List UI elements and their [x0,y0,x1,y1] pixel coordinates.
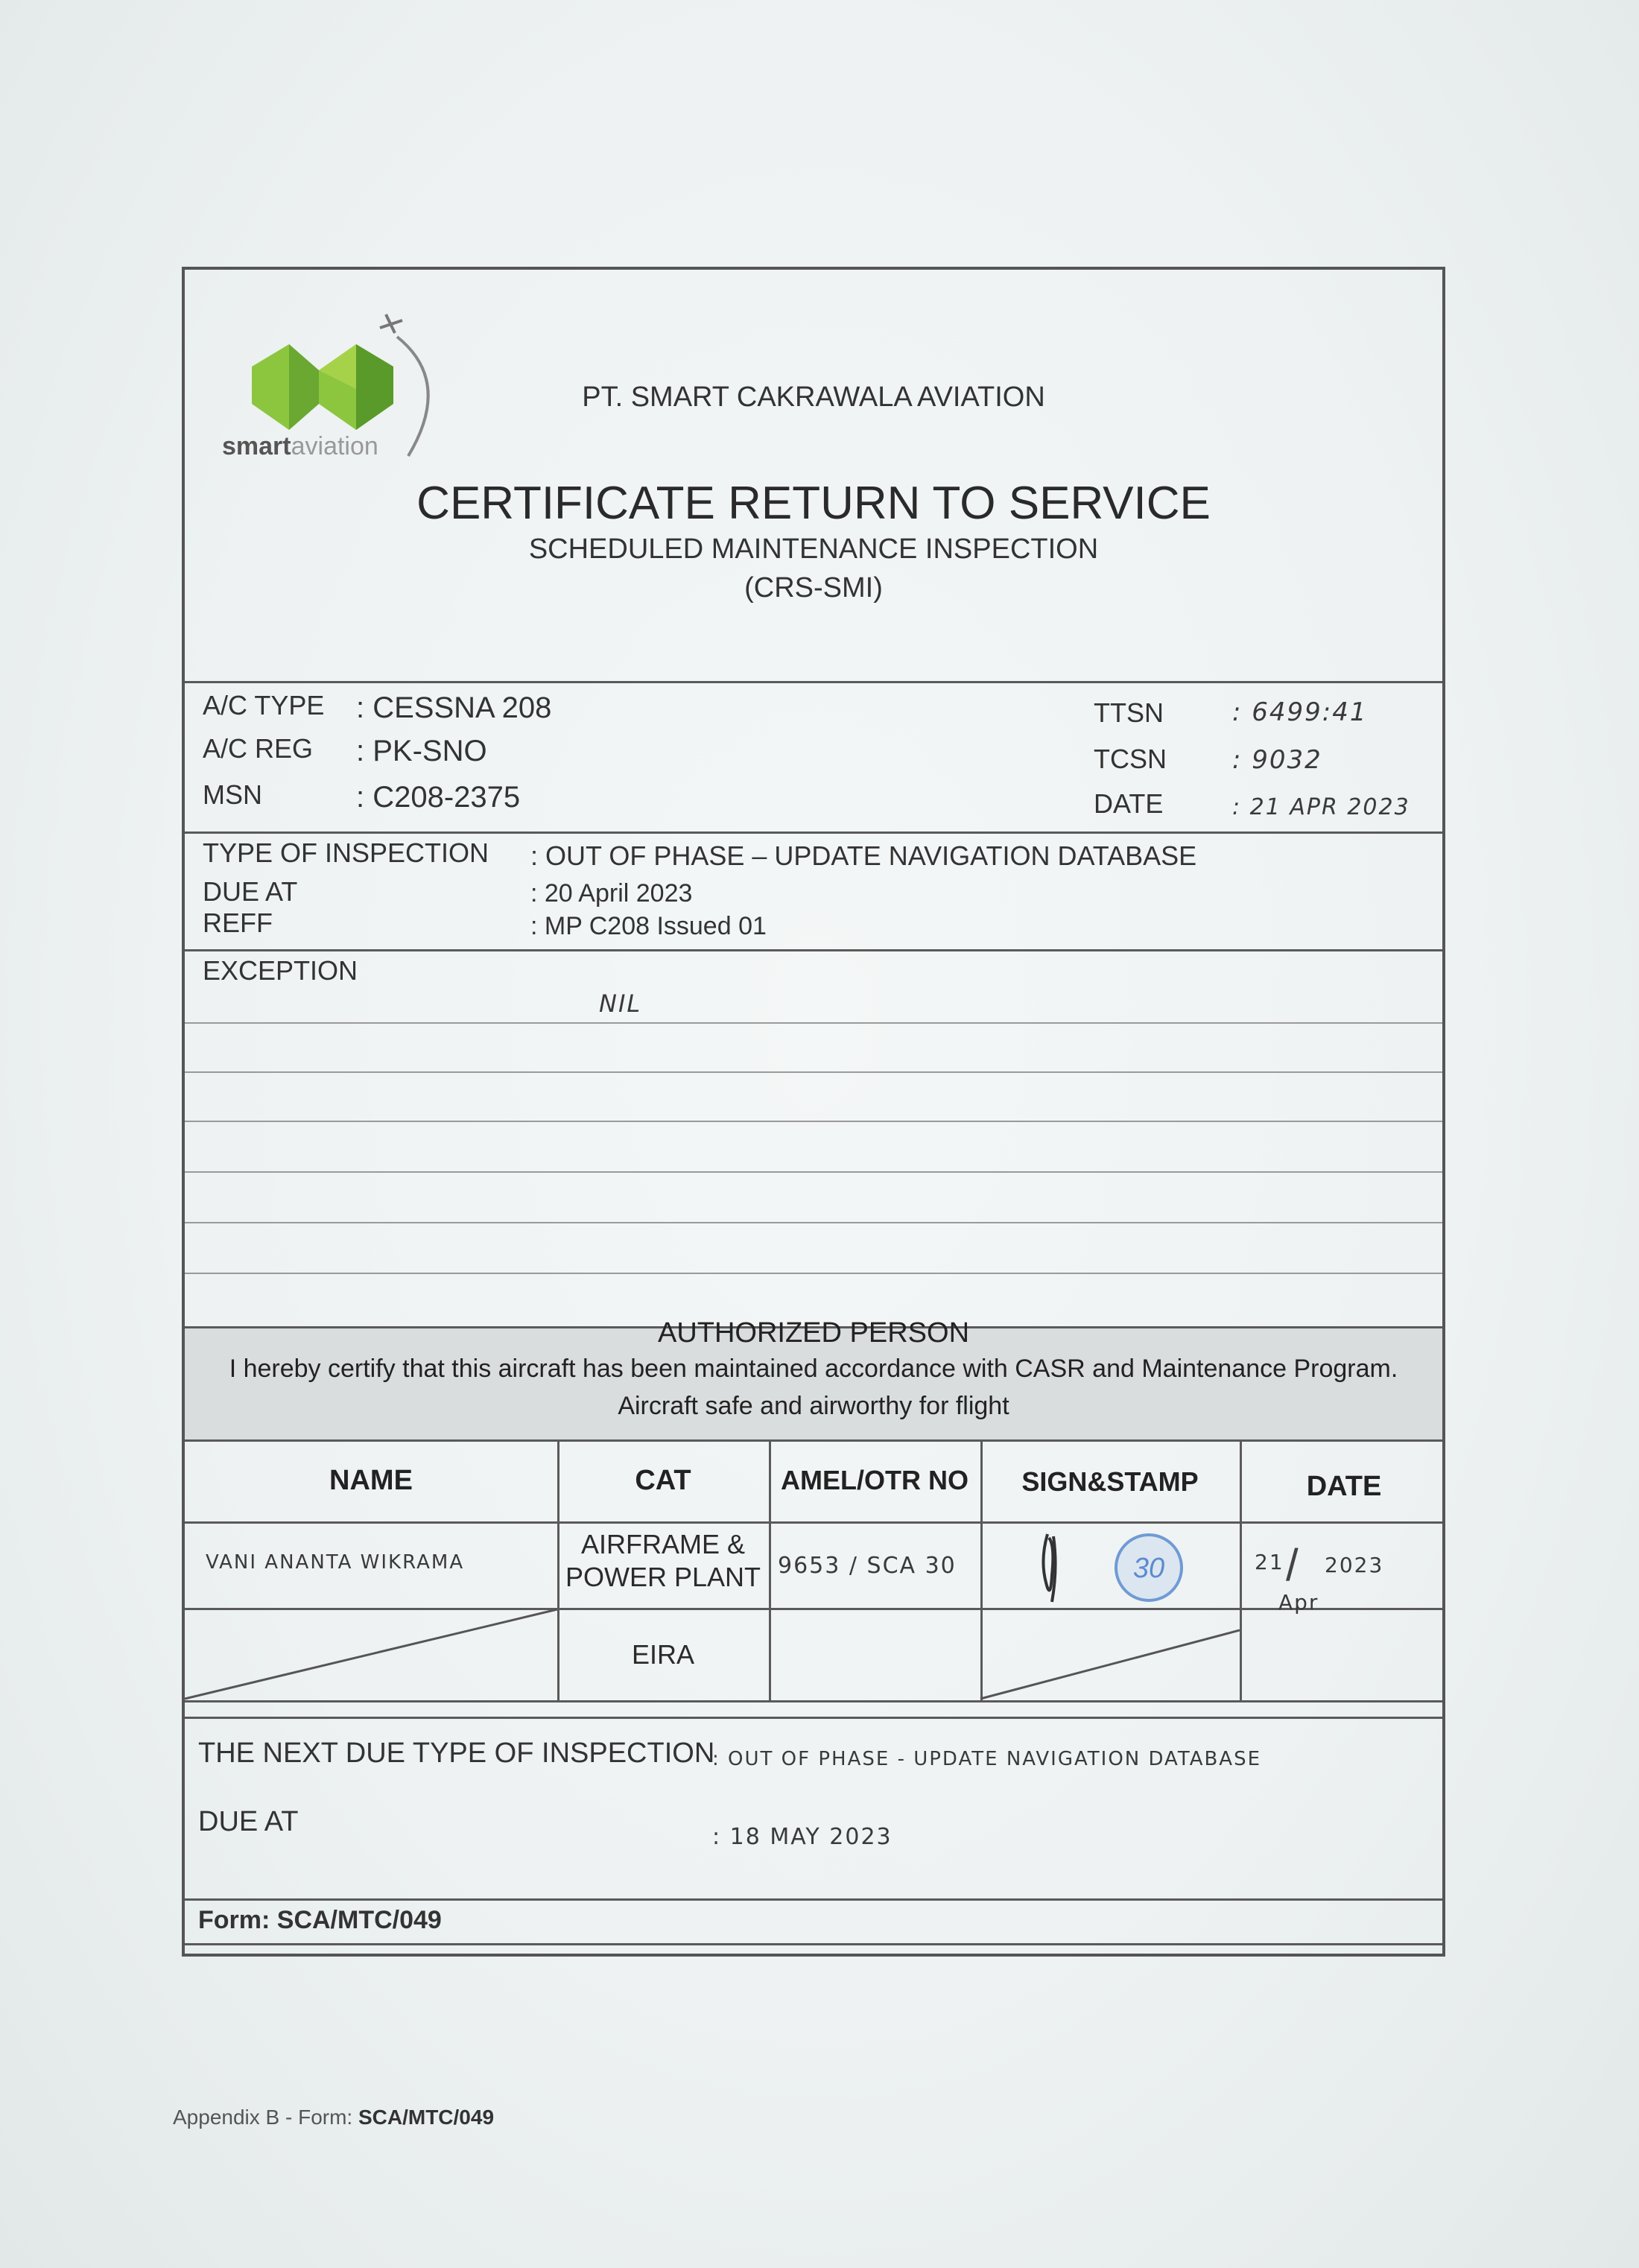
ac-reg-value: : PK-SNO [356,735,487,767]
reff-value: : MP C208 Issued 01 [530,912,767,940]
stamp-number: 30 [1132,1553,1165,1584]
due-at-value: : 20 April 2023 [530,879,693,907]
next-inspection-value: : OUT OF PHASE - UPDATE NAVIGATION DATABASE [712,1748,1262,1770]
exception-value: NIL [599,989,642,1018]
exception-label: EXCEPTION [203,955,358,986]
sign-date-month: Apr [1278,1590,1319,1615]
appendix-note [173,2106,494,2129]
sign-date-year: 2023 [1325,1553,1384,1577]
next-due-value: : 18 MAY 2023 [712,1824,893,1850]
sign-date-day: 21 [1255,1550,1284,1574]
col-header-amel: AMEL/OTR NO [781,1465,968,1495]
authorized-title: AUTHORIZED PERSON [657,1317,970,1349]
col-header-name: NAME [329,1465,413,1496]
next-due-label: DUE AT [198,1806,299,1837]
logo-text-bold: smart [222,432,291,460]
authorized-statement-line2: Aircraft safe and airworthy for flight [618,1392,1009,1420]
certificate-title: CERTIFICATE RETURN TO SERVICE [416,478,1211,529]
ttsn-value: : 6499:41 [1232,697,1368,727]
date-label: DATE [1094,788,1164,819]
amel-number: 9653 / SCA 30 [778,1553,957,1579]
inspector-stamp [1115,1533,1183,1602]
type-of-inspection-value: : OUT OF PHASE – UPDATE NAVIGATION DATABASE [530,840,1197,871]
col-header-cat: CAT [635,1465,691,1496]
cat-airframe-line2: POWER PLANT [565,1562,761,1592]
ac-type-label: A/C TYPE [203,690,325,720]
inspector-name: VANI ANANTA WIKRAMA [206,1551,465,1574]
next-inspection-label: THE NEXT DUE TYPE OF INSPECTION [198,1738,715,1769]
appendix-prefix: Appendix B - Form: [173,2106,358,2129]
ac-reg-label: A/C REG [203,733,314,764]
date-value: : 21 APR 2023 [1232,794,1410,820]
company-name: PT. SMART CAKRAWALA AVIATION [582,381,1045,413]
appendix-form: SCA/MTC/049 [358,2106,495,2129]
col-header-sign-stamp: SIGN&STAMP [1021,1466,1199,1497]
reff-label: REFF [203,907,273,938]
certificate-code: (CRS-SMI) [744,572,883,604]
col-header-date: DATE [1306,1471,1382,1502]
strike-lines [185,1608,1240,1700]
sign-date-slash: / [1286,1540,1299,1590]
msn-value: : C208-2375 [356,781,521,814]
ttsn-label: TTSN [1094,697,1164,728]
tcsn-value: : 9032 [1232,745,1322,775]
cat-eira: EIRA [631,1639,695,1670]
type-of-inspection-label: TYPE OF INSPECTION [203,837,489,868]
logo-text-light: aviation [291,432,378,460]
cat-airframe-line1: AIRFRAME & [580,1529,746,1559]
authorized-statement-line1: I hereby certify that this aircraft has been maintained accordance with CASR and Maintenance Program. [229,1355,1398,1383]
signature-mark [1025,1530,1077,1605]
form-number: Form: SCA/MTC/049 [198,1906,442,1934]
ac-type-value: : CESSNA 208 [356,691,552,724]
tcsn-label: TCSN [1094,744,1167,774]
due-at-label: DUE AT [203,876,298,907]
certificate-subtitle: SCHEDULED MAINTENANCE INSPECTION [528,533,1099,565]
msn-label: MSN [203,779,262,810]
certificate-form [182,267,1445,1957]
